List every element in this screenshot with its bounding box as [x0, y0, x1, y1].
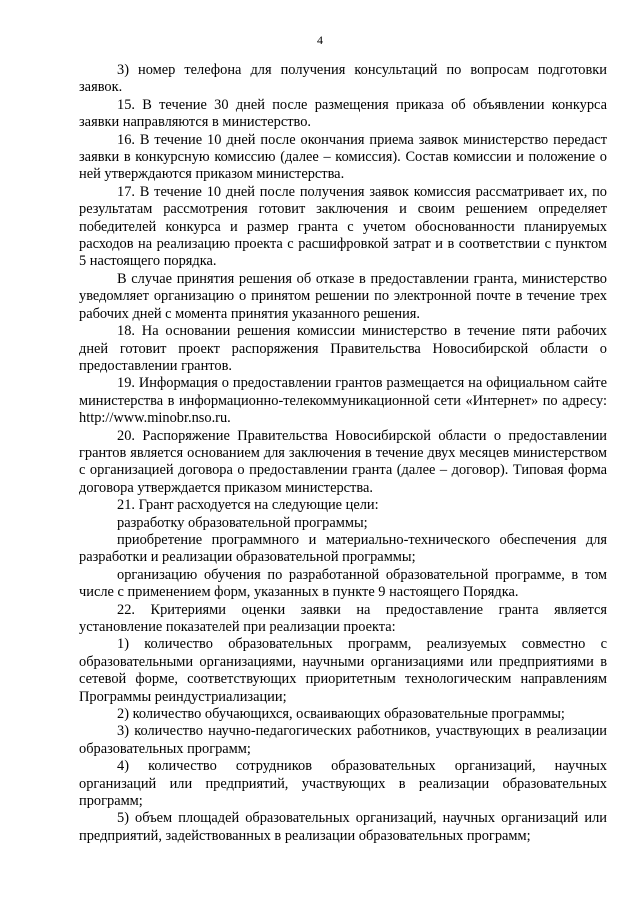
- paragraph-clause-16: 16. В течение 10 дней после окончания приема заявок министерство передаст заявки в конкурсную комиссию (далее – комиссия). Состав комиссии и положение о ней утверждаются приказом министерства.: [79, 131, 607, 183]
- paragraph-clause-17: 17. В течение 10 дней после получения заявок комиссия рассматривает их, по результатам рассмотрения готовит заключения и своим решением определяет победителей конкурса и размер гранта с учетом обоснованности планируемых расходов на реализацию проекта с расшифровкой затрат и в соответствии с пунктом 5 настоящего порядка.: [79, 183, 607, 270]
- paragraph-clause-21: 21. Грант расходуется на следующие цели:: [117, 497, 379, 514]
- paragraph-criterion-4: 4) количество сотрудников образовательных организаций, научных организаций или предприятий, участвующих в реализации образовательных программ;: [79, 758, 607, 810]
- paragraph-clause-15: 15. В течение 30 дней после размещения приказа об объявлении конкурса заявки направляются в министерство.: [79, 96, 607, 131]
- paragraph-purpose-equipment: приобретение программного и материально-технического обеспечения для разработки и реализации образовательной программы;: [79, 531, 607, 566]
- paragraph-criterion-2: 2) количество обучающихся, осваивающих образовательные программы;: [117, 706, 565, 723]
- paragraph-clause-22: 22. Критериями оценки заявки на предоставление гранта является установление показателей при реализации проекта:: [79, 601, 607, 635]
- paragraph-item-3-phone: 3) номер телефона для получения консультаций по вопросам подготовки заявок.: [79, 62, 607, 96]
- paragraph-criterion-5: 5) объем площадей образовательных организаций, научных организаций или предприятий, задействованных в реализации образовательных программ;: [79, 810, 607, 844]
- paragraph-purpose-development: разработку образовательной программы;: [117, 514, 368, 531]
- paragraph-clause-20: 20. Распоряжение Правительства Новосибирской области о предоставлении грантов является основанием для заключения в течение двух месяцев министерством с организацией договора о предоставлении гранта (далее – договор). Типовая форма договора утверждается приказом министерства.: [79, 427, 607, 496]
- paragraph-clause-18: 18. На основании решения комиссии министерство в течение пяти рабочих дней готовит проект распоряжения Правительства Новосибирской области о предоставлении грантов.: [79, 323, 607, 374]
- paragraph-purpose-training: организацию обучения по разработанной образовательной программе, в том числе с применением форм, указанных в пункте 9 настоящего Порядка.: [79, 566, 607, 601]
- paragraph-refusal: В случае принятия решения об отказе в предоставлении гранта, министерство уведомляет организацию о принятом решении по электронной почте в течение трех рабочих дней с момента принятия указанного решения.: [79, 270, 607, 322]
- paragraph-clause-19: 19. Информация о предоставлении грантов размещается на официальном сайте министерства в информационно-телекоммуникационной сети «Интернет» по адресу: http://www.minobr.nso.ru.: [79, 375, 607, 427]
- document-body: [79, 62, 607, 845]
- page-number: 4: [317, 33, 323, 47]
- paragraph-criterion-3: 3) количество научно-педагогических работников, участвующих в реализации образовательных программ;: [79, 723, 607, 757]
- paragraph-criterion-1: 1) количество образовательных программ, реализуемых совместно с образовательными организациями, научными организациями или предприятиями в сетевой форме, соответствующих приоритетным технологическим направлениям Программы реиндустриализации;: [79, 636, 607, 705]
